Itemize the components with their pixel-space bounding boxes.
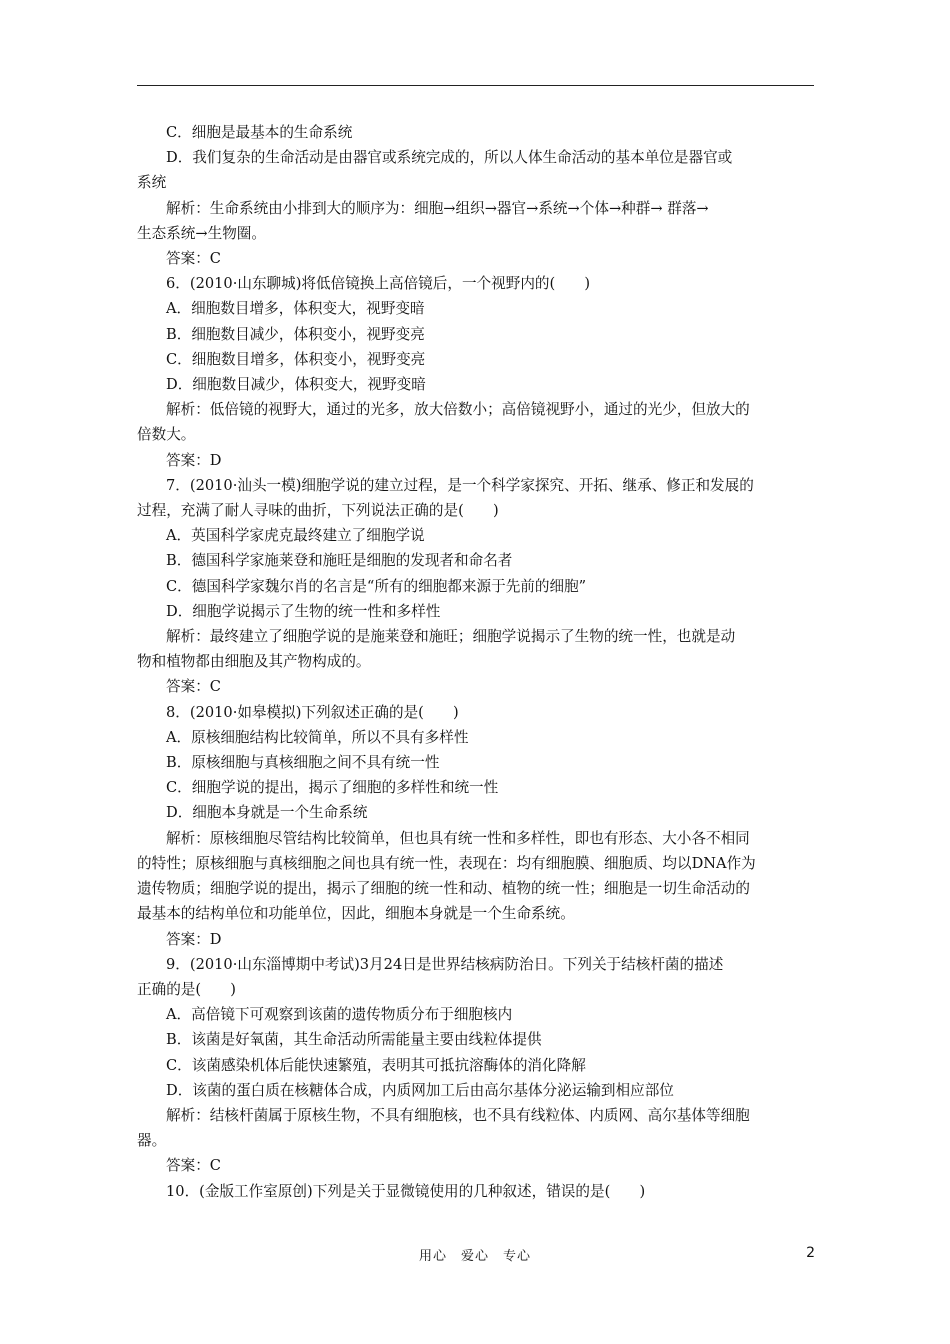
text-line: 生态系统→生物圈。: [137, 224, 266, 242]
text-line: A．细胞数目增多，体积变大，视野变暗: [166, 300, 425, 318]
text-line: D．该菌的蛋白质在核糖体合成，内质网加工后由高尔基体分泌运输到相应部位: [166, 1081, 674, 1099]
text-line: D．细胞本身就是一个生命系统: [166, 804, 368, 822]
text-line: 倍数大。: [137, 426, 196, 444]
text-line: D．细胞数目减少，体积变大，视野变暗: [166, 376, 426, 394]
text-line: C．德国科学家魏尔肖的名言是“所有的细胞都来源于先前的细胞”: [166, 577, 587, 595]
text-line: B．细胞数目减少，体积变小，视野变亮: [166, 325, 425, 343]
text-line: D．细胞学说揭示了生物的统一性和多样性: [166, 602, 441, 620]
text-line: B．德国科学家施莱登和施旺是细胞的发现者和命名者: [166, 552, 513, 570]
text-line: 答案：C: [166, 250, 221, 268]
text-line: 最基本的结构单位和功能单位，因此，细胞本身就是一个生命系统。: [137, 905, 575, 923]
text-line: 9．(2010·山东淄博期中考试)3月24日是世界结核病防治日。下列关于结核杆菌的描述: [166, 955, 724, 973]
text-line: A．英国科学家虎克最终建立了细胞学说: [166, 527, 425, 545]
text-line: 过程，充满了耐人寻味的曲折，下列说法正确的是( ): [137, 502, 499, 520]
text-line: C．细胞数目增多，体积变小，视野变亮: [166, 350, 426, 368]
document-body: [137, 120, 814, 1204]
text-line: 的特性；原核细胞与真核细胞之间也具有统一性，表现在：均有细胞膜、细胞质、均以DNA作为: [137, 854, 756, 872]
text-line: 答案：D: [166, 930, 222, 948]
footer-text: 用心 爱心 专心: [418, 1249, 531, 1264]
text-line: 解析：原核细胞尽管结构比较简单，但也具有统一性和多样性，即也有形态、大小各不相同: [166, 829, 750, 847]
text-line: D．我们复杂的生命活动是由器官或系统完成的，所以人体生命活动的基本单位是器官或: [166, 149, 733, 167]
text-line: A．高倍镜下可观察到该菌的遗传物质分布于细胞核内: [166, 1006, 513, 1024]
text-line: B．该菌是好氧菌，其生命活动所需能量主要由线粒体提供: [166, 1031, 542, 1049]
text-line: 8．(2010·如皋模拟)下列叙述正确的是( ): [166, 703, 459, 721]
text-line: 物和植物都由细胞及其产物构成的。: [137, 653, 371, 671]
text-line: 10．(金版工作室原创)下列是关于显微镜使用的几种叙述，错误的是( ): [166, 1182, 646, 1200]
text-line: C．该菌感染机体后能快速繁殖，表明其可抵抗溶酶体的消化降解: [166, 1056, 586, 1074]
page-footer: [0, 1245, 950, 1267]
text-line: 解析：低倍镜的视野大，通过的光多，放大倍数小；高倍镜视野小，通过的光少，但放大的: [166, 401, 750, 419]
text-line: 解析：生命系统由小排到大的顺序为：细胞→组织→器官→系统→个体→种群→ 群落→: [166, 199, 709, 217]
text-line: 答案：C: [166, 678, 221, 696]
text-line: B．原核细胞与真核细胞之间不具有统一性: [166, 754, 440, 772]
text-line: C．细胞学说的提出，揭示了细胞的多样性和统一性: [166, 779, 499, 797]
text-line: 系统: [137, 174, 167, 192]
text-line: 正确的是( ): [137, 980, 236, 998]
page-number: 2: [806, 1245, 815, 1261]
text-line: A．原核细胞结构比较简单，所以不具有多样性: [166, 728, 469, 746]
text-line: 答案：C: [166, 1157, 221, 1175]
text-line: 7．(2010·汕头一模)细胞学说的建立过程，是一个科学家探究、开拓、继承、修正和发展的: [166, 476, 754, 494]
text-line: 解析：最终建立了细胞学说的是施莱登和施旺；细胞学说揭示了生物的统一性，也就是动: [166, 628, 736, 646]
text-line: 答案：D: [166, 451, 222, 469]
text-line: 解析：结核杆菌属于原核生物，不具有细胞核，也不具有线粒体、内质网、高尔基体等细胞: [166, 1106, 750, 1124]
text-line: 遗传物质；细胞学说的提出，揭示了细胞的统一性和动、植物的统一性；细胞是一切生命活动的: [137, 880, 750, 898]
text-line: 器。: [137, 1132, 167, 1150]
text-line: 6．(2010·山东聊城)将低倍镜换上高倍镜后，一个视野内的( ): [166, 275, 591, 293]
header-rule: [137, 85, 814, 86]
text-line: C．细胞是最基本的生命系统: [166, 124, 353, 141]
